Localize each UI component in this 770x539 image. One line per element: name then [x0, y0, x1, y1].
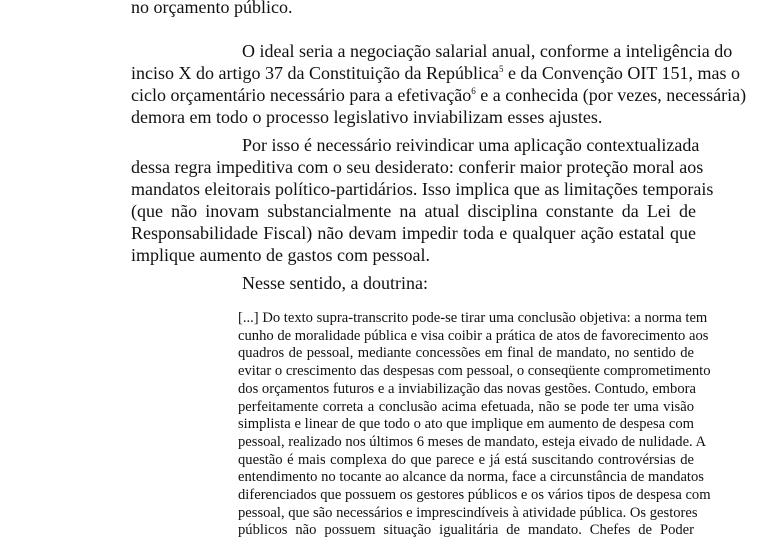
- quote-line: simplista e linear de que todo o ato que implique em aumento de despesa com: [238, 416, 694, 433]
- footnote-marker: 6: [471, 86, 476, 96]
- quote-line: perfeitamente correta a conclusão acima efetuada, não se pode ter uma visão: [238, 398, 694, 415]
- paragraph-line: Responsabilidade Fiscal) não devam impedir toda e qualquer ação estatal que: [131, 223, 696, 243]
- quote-line: diferenciados que possuem os gestores públicos e os vários tipos de despesa com: [238, 487, 711, 503]
- quote-line: evitar o crescimento das despesas com pessoal, o conseqüente comprometimento: [238, 363, 711, 380]
- quote-line: cunho de moralidade pública e visa coibir a prática de atos de favorecimento aos: [238, 327, 709, 344]
- paragraph-line: demora em todo o processo legislativo inviabilizam esses ajustes.: [131, 107, 603, 127]
- paragraph-line: dessa regra impeditiva com o seu desiderato: conferir maior proteção moral aos: [131, 157, 704, 177]
- paragraph-line: [131, 84, 747, 106]
- paragraph-text: ciclo orçamentário necessário para a efetivação: [131, 85, 472, 105]
- paragraph-line: mandatos eleitorais político-partidários. Isso implica que as limitações temporais: [131, 179, 714, 199]
- paragraph-line: no orçamento público.: [131, 0, 293, 17]
- paragraph-line: Por isso é necessário reivindicar uma aplicação contextualizada: [242, 135, 700, 155]
- quote-line: dos orçamentos futuros e a inviabilização das novas gestões. Contudo, embora: [238, 380, 696, 397]
- paragraph-line: (que não inovam substancialmente na atual disciplina constante da Lei de: [131, 201, 696, 221]
- quote-line: quadros de pessoal, mediante concessões em final de mandato, no sentido de: [238, 345, 694, 362]
- paragraph-line: Nesse sentido, a doutrina:: [242, 273, 428, 293]
- paragraph-line: implique aumento de gastos com pessoal.: [131, 245, 430, 265]
- quote-line: públicos não possuem situação igualitária de mandato. Chefes de Poder: [238, 522, 694, 539]
- paragraph-line: [131, 62, 741, 84]
- paragraph-line: O ideal seria a negociação salarial anual, conforme a inteligência do: [242, 41, 733, 61]
- footnote-marker: 5: [498, 64, 504, 74]
- paragraph-text: e a conhecida (por vezes, necessária): [475, 85, 747, 105]
- quote-line: entendimento no tocante ao alcance da norma, face a circunstância de mandatos: [238, 469, 704, 486]
- quote-line: [...] Do texto supra-transcrito pode-se tirar uma conclusão objetiva: a norma tem: [238, 310, 708, 326]
- quote-line: questão é mais complexa do que parece e já está suscitando controvérsias de: [238, 451, 694, 468]
- paragraph-text: inciso X do artigo 37 da Constituição da República: [131, 63, 499, 83]
- quote-line: pessoal, realizado nos últimos 6 meses de mandato, esteja eivado de nulidade. A: [238, 433, 707, 450]
- paragraph-text: e da Convenção OIT 151, mas o: [503, 63, 741, 83]
- quote-line: pessoal, que são necessários e imprescindíveis à atividade pública. Os gestores: [238, 504, 698, 521]
